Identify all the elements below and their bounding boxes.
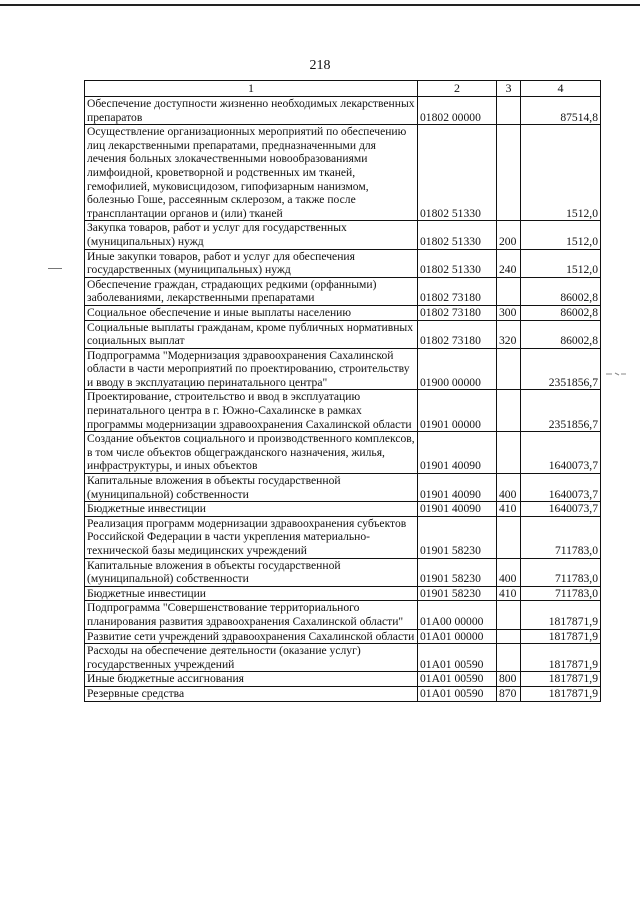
row-amount: 1640073,7 [521,432,601,474]
row-expense-type [497,277,521,305]
table-row [85,249,601,277]
row-name: Закупка товаров, работ и услуг для государственных (муниципальных) нужд [85,221,418,249]
row-code: 01А01 00000 [418,629,497,644]
row-expense-type: 400 [497,474,521,502]
row-code: 01901 40090 [418,432,497,474]
row-expense-type [497,390,521,432]
row-name: Социальные выплаты гражданам, кроме публичных нормативных социальных выплат [85,320,418,348]
row-expense-type [497,629,521,644]
row-amount: 1817871,9 [521,672,601,687]
row-code: 01А00 00000 [418,601,497,629]
row-code: 01802 51330 [418,221,497,249]
row-amount: 1512,0 [521,125,601,221]
row-expense-type: 410 [497,502,521,517]
row-amount: 86002,8 [521,277,601,305]
row-code: 01901 58230 [418,586,497,601]
table-row [85,348,601,390]
row-amount: 87514,8 [521,97,601,125]
header-col-4: 4 [521,81,601,97]
row-code: 01802 73180 [418,277,497,305]
row-amount: 2351856,7 [521,390,601,432]
row-code: 01802 73180 [418,305,497,320]
row-expense-type [497,348,521,390]
margin-scribble [606,371,626,377]
table-row [85,390,601,432]
row-expense-type: 400 [497,558,521,586]
row-amount: 1512,0 [521,221,601,249]
row-expense-type [497,125,521,221]
row-amount: 2351856,7 [521,348,601,390]
row-amount: 1640073,7 [521,502,601,517]
page-number: 218 [309,58,331,73]
row-amount: 1817871,9 [521,629,601,644]
row-name: Создание объектов социального и производственного комплексов, в том числе объектов общегражданского назначения, жилья, инфраструктуры, и иных объектов [85,432,418,474]
row-expense-type: 300 [497,305,521,320]
row-expense-type: 870 [497,686,521,701]
row-amount: 1640073,7 [521,474,601,502]
row-amount: 711783,0 [521,516,601,558]
row-expense-type [497,644,521,672]
row-code: 01901 40090 [418,502,497,517]
row-name: Иные бюджетные ассигнования [85,672,418,687]
table-row [85,558,601,586]
table-row [85,474,601,502]
row-expense-type: 200 [497,221,521,249]
table-row [85,320,601,348]
row-expense-type [497,516,521,558]
table-row [85,305,601,320]
table-row [85,277,601,305]
row-code: 01802 73180 [418,320,497,348]
header-col-2: 2 [418,81,497,97]
row-expense-type [497,432,521,474]
table-row [85,686,601,701]
row-name: Развитие сети учреждений здравоохранения Сахалинской области [85,629,418,644]
header-col-3: 3 [497,81,521,97]
row-name: Социальное обеспечение и иные выплаты населению [85,305,418,320]
row-amount: 1817871,9 [521,644,601,672]
row-name: Осуществление организационных мероприятий по обеспечению лиц лекарственными препаратами, предназначенными для лечения больных злокачественными новообразованиями лимфоидной, кроветворной и родственных им тканей, гемофилией, муковисцидозом, гипофизарным нанизмом, болезнью Гоше, рассеянным склерозом, а также после трансплантации органов и (или) тканей [85,125,418,221]
row-name: Капитальные вложения в объекты государственной (муниципальной) собственности [85,558,418,586]
table-row [85,97,601,125]
row-expense-type: 410 [497,586,521,601]
table-row [85,672,601,687]
row-expense-type: 320 [497,320,521,348]
table-header-row [85,81,601,97]
row-code: 01901 58230 [418,558,497,586]
row-code: 01А01 00590 [418,686,497,701]
row-name: Подпрограмма "Совершенствование территориального планирования развития здравоохранения Сахалинской области" [85,601,418,629]
budget-table [84,80,601,702]
row-code: 01802 00000 [418,97,497,125]
row-code: 01А01 00590 [418,672,497,687]
row-name: Расходы на обеспечение деятельности (оказание услуг) государственных учреждений [85,644,418,672]
table-row [85,601,601,629]
row-name: Капитальные вложения в объекты государственной (муниципальной) собственности [85,474,418,502]
row-code: 01802 51330 [418,125,497,221]
row-expense-type: 800 [497,672,521,687]
row-name: Резервные средства [85,686,418,701]
row-name: Реализация программ модернизации здравоохранения субъектов Российской Федерации в части укрепления материально-технической базы медицинских учреждений [85,516,418,558]
row-name: Иные закупки товаров, работ и услуг для обеспечения государственных (муниципальных) нужд [85,249,418,277]
row-name: Подпрограмма "Модернизация здравоохранения Сахалинской области в части мероприятий по проектированию, строительству и вводу в эксплуатацию перинатального центра" [85,348,418,390]
row-amount: 711783,0 [521,558,601,586]
row-code: 01900 00000 [418,348,497,390]
row-amount: 711783,0 [521,586,601,601]
row-amount: 86002,8 [521,305,601,320]
row-name: Обеспечение доступности жизненно необходимых лекарственных препаратов [85,97,418,125]
top-rule [0,4,640,6]
table-row [85,644,601,672]
row-code: 01901 40090 [418,474,497,502]
row-expense-type [497,601,521,629]
row-name: Обеспечение граждан, страдающих редкими (орфанными) заболеваниями, лекарственными препаратами [85,277,418,305]
row-code: 01802 51330 [418,249,497,277]
row-amount: 1817871,9 [521,686,601,701]
table-row [85,432,601,474]
row-expense-type: 240 [497,249,521,277]
header-col-1: 1 [85,81,418,97]
table-row [85,629,601,644]
row-name: Бюджетные инвестиции [85,586,418,601]
table-row [85,502,601,517]
row-code: 01А01 00590 [418,644,497,672]
row-amount: 1817871,9 [521,601,601,629]
row-name: Проектирование, строительство и ввод в эксплуатацию перинатального центра в г. Южно-Сахалинске в рамках программы модернизации здравоохранения Сахалинской области [85,390,418,432]
table-row [85,586,601,601]
margin-mark [48,268,62,269]
row-amount: 86002,8 [521,320,601,348]
row-expense-type [497,97,521,125]
row-name: Бюджетные инвестиции [85,502,418,517]
row-code: 01901 00000 [418,390,497,432]
table-row [85,125,601,221]
row-code: 01901 58230 [418,516,497,558]
row-amount: 1512,0 [521,249,601,277]
table-row [85,516,601,558]
table-row [85,221,601,249]
